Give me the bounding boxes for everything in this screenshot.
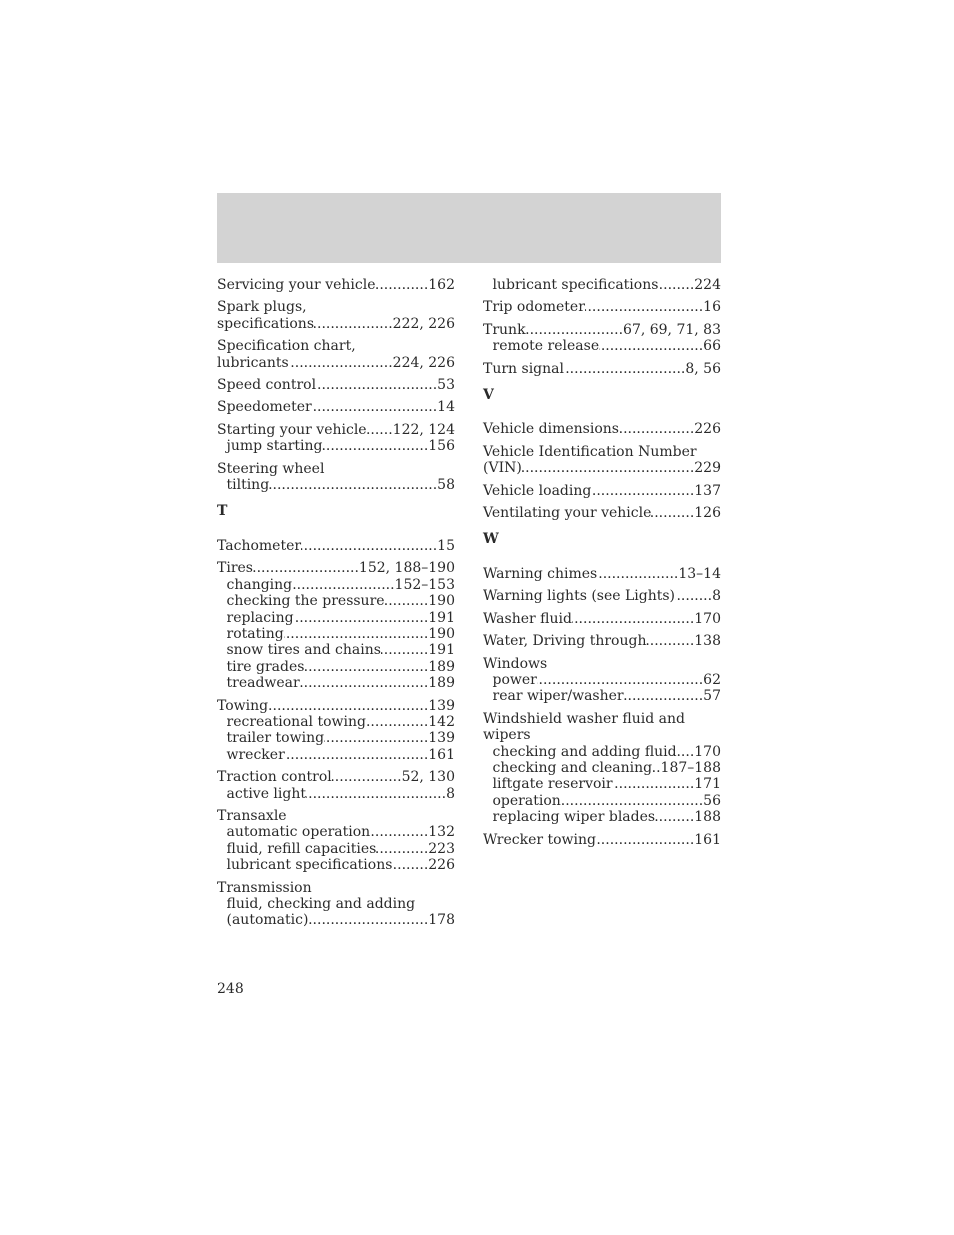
index-entry — [483, 711, 721, 826]
entry-text: (automatic) — [226, 912, 309, 929]
dot-leader — [651, 505, 694, 521]
page-reference: 191 — [428, 642, 455, 659]
page-reference: 170 — [694, 743, 721, 760]
index-entry-line — [483, 299, 721, 315]
index-subentry — [483, 338, 721, 354]
index-entry — [217, 399, 455, 415]
entry-text: Warning lights (see Lights) — [483, 588, 676, 605]
entry-text: rotating — [226, 625, 284, 642]
index-subentry — [217, 593, 455, 609]
entry-text: power — [492, 671, 537, 688]
header-band — [217, 193, 721, 263]
entry-text: replacing — [226, 609, 294, 626]
page-reference: 222, 226 — [392, 315, 455, 332]
entry-text: Vehicle dimensions — [483, 421, 619, 438]
dot-leader — [376, 841, 428, 857]
index-entry-line — [483, 832, 721, 848]
page-reference: 224 — [694, 277, 721, 293]
entry-text: active light — [226, 785, 306, 802]
entry-text: fluid, checking and adding — [226, 896, 416, 912]
dot-leader — [268, 698, 428, 714]
entry-text: recreational towing — [226, 713, 366, 730]
index-entry — [483, 633, 721, 649]
entry-text: Starting your vehicle — [217, 421, 367, 438]
index-entry-line — [217, 422, 455, 438]
index-subentry — [217, 841, 455, 857]
page-reference: 67, 69, 71, 83 — [623, 321, 721, 338]
page-reference: 8 — [446, 785, 455, 802]
dot-leader — [655, 809, 694, 825]
dot-leader — [324, 730, 428, 746]
entry-text: replacing wiper blades — [492, 809, 656, 826]
entry-text: jump starting — [226, 438, 323, 455]
entry-text: Spark plugs, — [217, 299, 307, 316]
dot-leader — [658, 277, 694, 293]
index-entry — [483, 277, 721, 293]
dot-leader — [572, 611, 694, 627]
entry-text: Transmission — [217, 879, 312, 896]
index-entry — [217, 769, 455, 802]
page-reference: 66 — [703, 338, 721, 355]
dot-leader — [314, 316, 393, 332]
entry-text: Servicing your vehicle — [217, 277, 376, 293]
page-reference: 223 — [428, 840, 455, 857]
page-reference: 189 — [428, 658, 455, 675]
entry-text: Tachometer — [217, 537, 302, 554]
page-reference: 226 — [428, 857, 455, 874]
index-entry-line — [483, 611, 721, 627]
index-entry — [483, 421, 721, 437]
index-entry-line — [483, 483, 721, 499]
dot-leader — [308, 912, 428, 928]
dot-leader — [304, 659, 428, 675]
entry-text: Traction control — [217, 769, 332, 786]
index-subentry — [217, 577, 455, 593]
index-subentry — [483, 793, 721, 809]
index-entry-line — [483, 566, 721, 582]
index-entry — [217, 377, 455, 393]
dot-leader — [312, 399, 437, 415]
entry-text: remote release — [492, 338, 600, 355]
dot-leader — [301, 538, 437, 554]
dot-leader — [367, 422, 393, 438]
index-entry-line — [483, 322, 721, 338]
dot-leader — [597, 566, 678, 582]
dot-leader — [537, 672, 703, 688]
entry-text: operation — [492, 792, 561, 809]
dot-leader — [332, 769, 402, 785]
page-reference: 161 — [694, 831, 721, 848]
index-entry — [483, 322, 721, 355]
entry-text: Transaxle — [217, 807, 287, 824]
dot-leader — [646, 633, 694, 649]
entry-text: liftgate reservoir — [492, 776, 613, 793]
page-reference: 122, 124 — [392, 421, 455, 438]
page-number: 248 — [217, 981, 244, 997]
entry-text: checking and adding fluid — [492, 743, 677, 760]
entry-text: rear wiper/washer — [492, 688, 624, 705]
dot-leader — [619, 421, 694, 437]
dot-leader — [564, 361, 685, 377]
index-entry-line — [217, 338, 455, 354]
page-reference: 224, 226 — [392, 354, 455, 371]
dot-leader — [677, 744, 695, 760]
index-subentry — [217, 786, 455, 802]
index-subentry — [217, 438, 455, 454]
index-entry-line — [217, 769, 455, 785]
dot-leader — [253, 560, 359, 576]
index-subentry — [217, 477, 455, 493]
page-reference: 53 — [437, 377, 455, 394]
index-entry — [217, 880, 455, 929]
entry-text: wipers — [483, 727, 531, 744]
page-reference: 171 — [694, 776, 721, 793]
dot-leader — [289, 355, 393, 371]
index-entry-line — [217, 399, 455, 415]
dot-leader — [322, 438, 428, 454]
index-entry-line — [217, 355, 455, 371]
entry-text: Washer fluid — [483, 610, 572, 627]
index-entry-line — [217, 538, 455, 554]
index-subentry — [217, 912, 455, 928]
dot-leader — [675, 588, 712, 604]
index-entry — [483, 656, 721, 705]
index-subentry — [217, 675, 455, 691]
page-reference: 152–153 — [394, 576, 455, 593]
page-reference: 229 — [694, 460, 721, 477]
page-reference: 190 — [428, 593, 455, 610]
index-entry-line — [483, 444, 721, 460]
dot-leader — [561, 793, 703, 809]
index-entry — [217, 338, 455, 371]
index-entry-line — [483, 711, 721, 727]
page-reference: 152, 188–190 — [358, 560, 455, 577]
index-subentry — [217, 857, 455, 873]
entry-text: lubricants — [217, 354, 289, 371]
index-entry — [483, 505, 721, 521]
index-subentry — [217, 659, 455, 675]
entry-text: treadwear — [226, 675, 300, 692]
page-reference: 142 — [428, 713, 455, 730]
dot-leader — [591, 483, 694, 499]
page-reference: 139 — [428, 730, 455, 747]
entry-text: Vehicle Identification Number — [483, 443, 697, 460]
dot-leader — [652, 760, 660, 776]
dot-leader — [292, 577, 394, 593]
page-reference: 16 — [703, 299, 721, 316]
index-entry-line — [217, 316, 455, 332]
dot-leader — [376, 277, 429, 293]
entry-text: trailer towing — [226, 730, 325, 747]
page-reference: 8, 56 — [685, 360, 721, 377]
index-subentry — [217, 896, 455, 912]
index-letter-v: V — [483, 387, 494, 404]
entry-text: Specification chart, — [217, 338, 356, 355]
dot-leader — [522, 460, 694, 476]
entry-text: Steering wheel — [217, 460, 325, 477]
entry-text: automatic operation — [226, 824, 371, 841]
index-entry-line — [483, 421, 721, 437]
dot-leader — [392, 857, 428, 873]
entry-text: Water, Driving through — [483, 633, 647, 650]
dot-leader — [316, 377, 437, 393]
index-entry-line — [483, 727, 721, 743]
index-entry-line — [483, 633, 721, 649]
entry-text: checking the pressure — [226, 593, 385, 610]
entry-text: Tires — [217, 560, 253, 577]
dot-leader — [613, 776, 695, 792]
index-entry-line — [217, 880, 455, 896]
index-entry — [217, 808, 455, 874]
page-reference: 191 — [428, 609, 455, 626]
index-entry — [217, 277, 455, 293]
index-subentry — [483, 809, 721, 825]
index-entry — [483, 832, 721, 848]
index-subentry — [217, 610, 455, 626]
index-entry-line — [217, 808, 455, 824]
page-reference: 15 — [437, 537, 455, 554]
index-letter-w: W — [483, 531, 499, 548]
dot-leader — [624, 688, 704, 704]
dot-leader — [526, 322, 623, 338]
dot-leader — [585, 299, 703, 315]
page-reference: 132 — [428, 824, 455, 841]
index-entry — [483, 444, 721, 477]
dot-leader — [599, 338, 703, 354]
dot-leader — [366, 714, 428, 730]
dot-leader — [596, 832, 694, 848]
dot-leader — [294, 610, 429, 626]
page-reference: 137 — [694, 482, 721, 499]
page-reference: 156 — [428, 438, 455, 455]
entry-text: tilting — [226, 477, 270, 494]
page-reference: 190 — [428, 625, 455, 642]
entry-text: Windshield washer fluid and — [483, 710, 685, 727]
entry-text: Warning chimes — [483, 565, 598, 582]
entry-text: Trunk — [483, 321, 526, 338]
index-column-left — [217, 277, 455, 935]
entry-text: wrecker — [226, 746, 285, 763]
page-reference: 57 — [703, 688, 721, 705]
index-subentry — [483, 760, 721, 776]
index-entry-line — [483, 656, 721, 672]
entry-text: changing — [226, 576, 293, 593]
index-subentry — [217, 747, 455, 763]
index-entry-line — [217, 277, 455, 293]
index-entry-line — [217, 299, 455, 315]
entry-text: Vehicle loading — [483, 482, 592, 499]
index-subentry — [217, 642, 455, 658]
page-reference: 187–188 — [660, 759, 721, 776]
entry-text: Wrecker towing — [483, 831, 596, 848]
index-subentry — [483, 277, 721, 293]
page-reference: 226 — [694, 421, 721, 438]
index-subentry — [483, 688, 721, 704]
index-entry-line — [217, 698, 455, 714]
page-reference: 13–14 — [678, 565, 721, 582]
index-entry-line — [217, 560, 455, 576]
page-reference: 138 — [694, 633, 721, 650]
entry-text: Towing — [217, 697, 269, 714]
entry-text: Ventilating your vehicle — [483, 505, 652, 522]
index-entry — [483, 483, 721, 499]
page-reference: 8 — [712, 588, 721, 605]
dot-leader — [285, 747, 429, 763]
index-subentry — [483, 776, 721, 792]
entry-text: Speed control — [217, 377, 317, 394]
page-reference: 126 — [694, 505, 721, 522]
index-entry-line — [483, 460, 721, 476]
index-entry — [217, 538, 455, 554]
entry-text: specifications — [217, 315, 315, 332]
entry-text: Windows — [483, 655, 548, 672]
index-entry — [483, 361, 721, 377]
entry-text: checking and cleaning — [492, 759, 653, 776]
index-entry — [483, 611, 721, 627]
page-reference: 62 — [703, 671, 721, 688]
entry-text: tire grades — [226, 658, 305, 675]
dot-leader — [306, 786, 446, 802]
page-reference: 170 — [694, 610, 721, 627]
index-subentry — [483, 744, 721, 760]
index-column-right — [483, 277, 721, 854]
entry-text: lubricant specifications — [226, 857, 393, 874]
index-entry-line — [483, 588, 721, 604]
dot-leader — [385, 593, 429, 609]
index-entry — [217, 299, 455, 332]
index-entry — [483, 299, 721, 315]
index-entry — [217, 560, 455, 691]
entry-text: snow tires and chains — [226, 642, 381, 659]
page-reference: 52, 130 — [401, 769, 455, 786]
entry-text: fluid, refill capacities — [226, 840, 377, 857]
dot-leader — [381, 642, 428, 658]
page-reference: 161 — [428, 746, 455, 763]
index-entry-line — [483, 361, 721, 377]
entry-text: (VIN) — [483, 460, 522, 477]
entry-text: Turn signal — [483, 360, 564, 377]
dot-leader — [284, 626, 429, 642]
index-subentry — [483, 672, 721, 688]
page-reference: 139 — [428, 697, 455, 714]
index-entry-line — [483, 505, 721, 521]
index-subentry — [217, 730, 455, 746]
index-entry — [217, 422, 455, 455]
index-subentry — [217, 824, 455, 840]
index-entry-line — [217, 461, 455, 477]
index-entry — [217, 461, 455, 494]
page-reference: 162 — [428, 277, 455, 293]
index-subentry — [217, 714, 455, 730]
index-entry — [483, 588, 721, 604]
page-reference: 14 — [437, 399, 455, 416]
entry-text: Trip odometer — [483, 299, 585, 316]
entry-text: Speedometer — [217, 399, 312, 416]
dot-leader — [269, 477, 437, 493]
page-reference: 178 — [428, 912, 455, 929]
page-reference: 58 — [437, 477, 455, 494]
index-subentry — [217, 626, 455, 642]
index-entry — [483, 566, 721, 582]
dot-leader — [300, 675, 429, 691]
page-reference: 56 — [703, 792, 721, 809]
page-reference: 188 — [694, 809, 721, 826]
dot-leader — [370, 824, 428, 840]
page-reference: 189 — [428, 675, 455, 692]
entry-text: lubricant specifications — [492, 277, 659, 293]
index-entry — [217, 698, 455, 764]
index-entry-line — [217, 377, 455, 393]
index-letter-t: T — [217, 503, 228, 520]
